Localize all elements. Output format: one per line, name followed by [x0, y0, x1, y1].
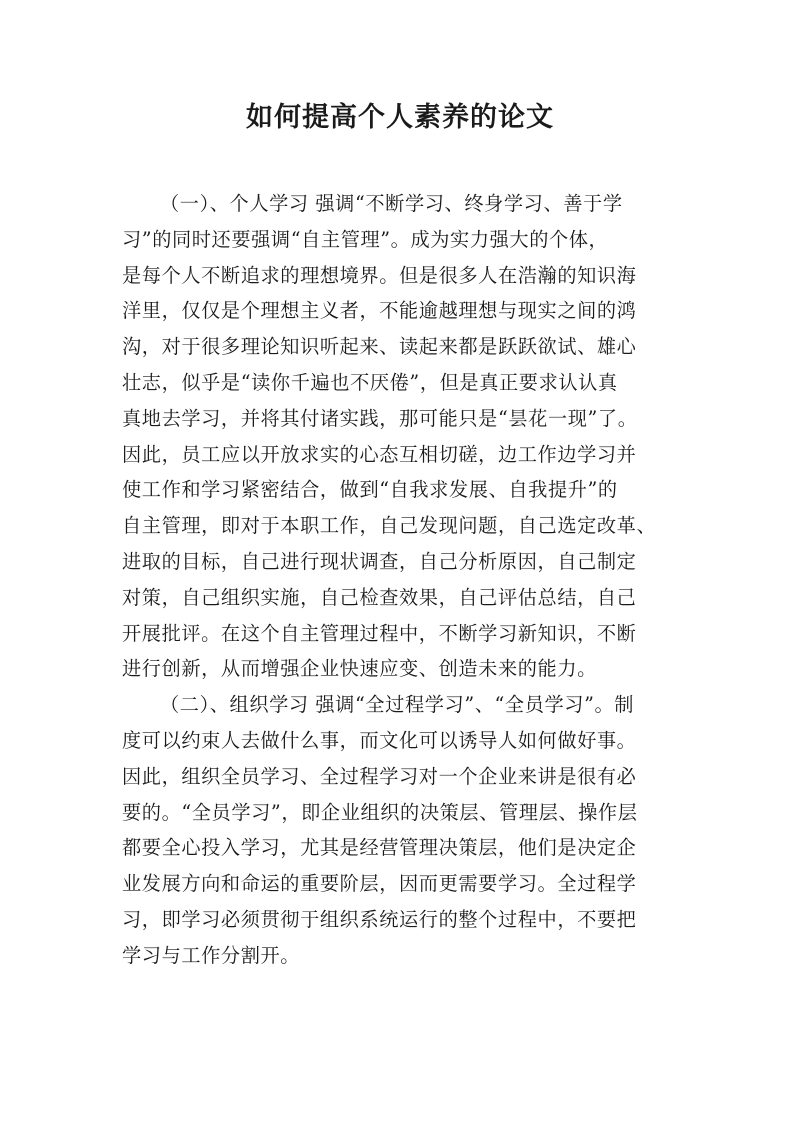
paragraph-line: 洋里，仅仅是个理想主义者，不能逾越理想与现实之间的鸿 [122, 299, 637, 323]
paragraph-line: 因此，组织全员学习、全过程学习对一个企业来讲是很有必 [122, 764, 637, 788]
paragraph-line: 进取的目标，自己进行现状调查，自己分析原因，自己制定 [122, 549, 637, 573]
paragraph-line: 自主管理，即对于本职工作，自己发现问题，自己选定改革、 [122, 514, 657, 538]
paragraph-line: 开展批评。在这个自主管理过程中，不断学习新知识，不断 [122, 621, 637, 645]
paragraph-1 [122, 186, 682, 687]
document-title: 如何提高个人素养的论文 [246, 102, 554, 133]
paragraph-line: 沟，对于很多理论知识听起来、读起来都是跃跃欲试、雄心 [122, 335, 637, 359]
paragraph-line: 习”的同时还要强调“自主管理”。成为实力强大的个体， [122, 227, 609, 251]
document-body [122, 186, 682, 974]
paragraph-line: （二）、组织学习 强调“全过程学习”、“全员学习”。制 [160, 693, 635, 717]
paragraph-line: 业发展方向和命运的重要阶层，因而更需要学习。全过程学 [122, 872, 637, 896]
paragraph-line: 习，即学习必须贯彻于组织系统运行的整个过程中，不要把 [122, 907, 637, 931]
paragraph-line: 壮志，似乎是“读你千遍也不厌倦”，但是真正要求认认真 [122, 370, 618, 394]
paragraph-line: 度可以约束人去做什么事，而文化可以诱导人如何做好事。 [122, 728, 637, 752]
paragraph-line: 都要全心投入学习，尤其是经营管理决策层，他们是决定企 [122, 836, 637, 860]
paragraph-line: 要的。“全员学习”，即企业组织的决策层、管理层、操作层 [122, 800, 638, 824]
paragraph-line: 进行创新，从而增强企业快速应变、创造未来的能力。 [122, 657, 597, 681]
paragraph-line: 真地去学习，并将其付诸实践，那可能只是“昙花一现”了。 [122, 406, 638, 430]
paragraph-line: 对策，自己组织实施，自己检查效果，自己评估总结，自己 [122, 585, 637, 609]
paragraph-line: （一）、个人学习 强调“不断学习、终身学习、善于学 [160, 192, 623, 215]
paragraph-2 [122, 687, 682, 973]
paragraph-line: 是每个人不断追求的理想境界。但是很多人在浩瀚的知识海 [122, 263, 637, 287]
paragraph-line: 学习与工作分割开。 [122, 943, 301, 967]
paragraph-line: 使工作和学习紧密结合，做到“自我求发展、自我提升”的 [122, 478, 618, 502]
paragraph-line: 因此，员工应以开放求实的心态互相切磋，边工作边学习并 [122, 442, 637, 466]
